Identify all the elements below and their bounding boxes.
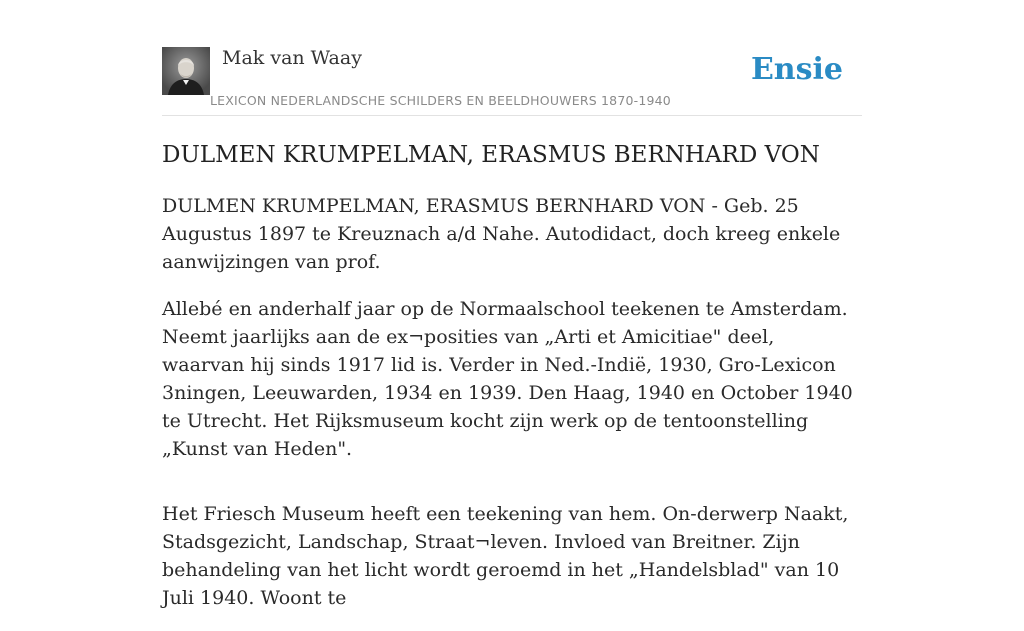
source-label[interactable]: LEXICON NEDERLANDSCHE SCHILDERS EN BEELDHOUWERS 1870-1940 xyxy=(210,93,671,108)
article-paragraph: Allebé en anderhalf jaar op de Normaalschool teekenen te Amsterdam. Neemt jaarlijks aan de ex¬posities van „Arti et Amicitiae" deel, waarvan hij sinds 1917 lid is. Verder in Ned.-Indië, 1930, Gro-Lexicon 3ningen, Leeuwarden, 1934 en 1939. Den Haag, 1940 en October 1940 te Utrecht. Het Rijksmuseum kocht zijn werk op de tentoonstelling „Kunst van Heden". xyxy=(162,298,853,460)
article-body xyxy=(162,192,862,631)
article-paragraph: DULMEN KRUMPELMAN, ERASMUS BERNHARD VON - Geb. 25 Augustus 1897 te Kreuznach a/d Nahe. Autodidact, doch kreeg enkele aanwijzingen van prof. xyxy=(162,195,841,273)
article-paragraph: Het Friesch Museum heeft een teekening van hem. On-derwerp Naakt, Stadsgezicht, Landschap, Straat¬leven. Invloed van Breitner. Zijn behandeling van het licht wordt geroemd in het „Handelsblad" van 10 Juli 1940. Woont te xyxy=(162,503,849,609)
portrait-image xyxy=(162,47,210,95)
author-avatar[interactable] xyxy=(162,47,210,95)
ensie-logo[interactable]: Ensie xyxy=(750,52,843,87)
author-name[interactable]: Mak van Waay xyxy=(222,47,362,69)
header-divider xyxy=(162,115,862,116)
page-title: DULMEN KRUMPELMAN, ERASMUS BERNHARD VON xyxy=(162,142,820,168)
